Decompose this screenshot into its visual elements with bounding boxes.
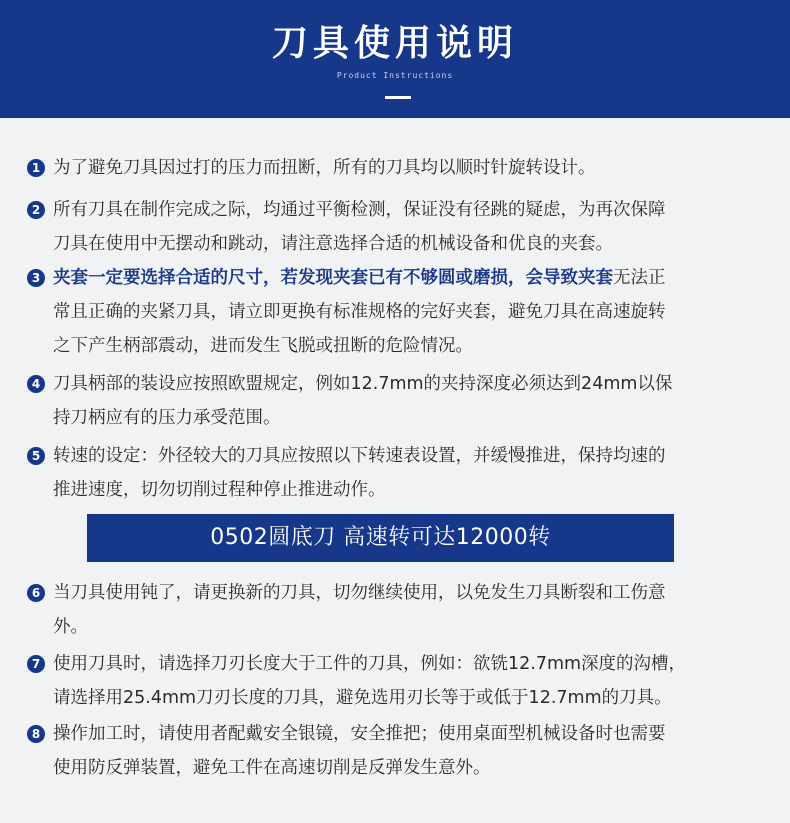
instruction-text: 推进速度，切勿切削过程种停止推进动作。: [53, 480, 386, 500]
number-badge: 6: [27, 584, 45, 602]
instruction-text: 使用刀具时，请选择刀刃长度大于工件的刀具，例如：欲铣12.7mm深度的沟槽，: [53, 654, 687, 674]
instruction-item-3: [27, 261, 767, 363]
number-badge: 1: [27, 159, 45, 177]
instruction-item-2: [27, 193, 767, 261]
instruction-text: 刀具柄部的装设应按照欧盟规定，例如12.7mm的夹持深度必须达到24mm以保: [53, 374, 673, 394]
instruction-text: 请选择用25.4mm刀刃长度的刀具，避免选用刃长等于或低于12.7mm的刀具。: [53, 688, 672, 708]
title-underline: [385, 96, 411, 99]
instruction-item-6: [27, 576, 767, 644]
instruction-text: 常且正确的夹紧刀具，请立即更换有标准规格的完好夹套，避免刀具在高速旋转: [53, 302, 666, 322]
instruction-item-1: [27, 151, 767, 185]
instruction-text: 当刀具使用钝了，请更换新的刀具，切勿继续使用，以免发生刀具断裂和工伤意: [53, 583, 666, 603]
page-title: 刀具使用说明: [271, 23, 518, 64]
number-badge: 8: [27, 725, 45, 743]
instruction-text: 持刀柄应有的压力承受范围。: [53, 408, 281, 428]
number-badge: 2: [27, 201, 45, 219]
number-badge: 7: [27, 655, 45, 673]
instruction-item-8: [27, 717, 767, 785]
instruction-text: 为了避免刀具因过打的压力而扭断，所有的刀具均以顺时针旋转设计。: [53, 158, 596, 178]
number-badge: 4: [27, 375, 45, 393]
instruction-item-5: [27, 439, 767, 507]
highlight-text: 夹套一定要选择合适的尺寸，若发现夹套已有不够圆或磨损，会导致夹套: [53, 268, 613, 288]
number-badge: 3: [27, 269, 45, 287]
instruction-text: 外。: [53, 617, 88, 637]
speed-banner: 0502圆底刀 高速转可达12000转: [87, 514, 674, 562]
number-badge: 5: [27, 447, 45, 465]
instruction-text: 之下产生柄部震动，进而发生飞脱或扭断的危险情况。: [53, 336, 473, 356]
instruction-text: 使用防反弹装置，避免工件在高速切削是反弹发生意外。: [53, 758, 491, 778]
instruction-text: 转速的设定：外径较大的刀具应按照以下转速表设置，并缓慢推进，保持均速的: [53, 446, 666, 466]
instruction-item-4: [27, 367, 767, 435]
instruction-text: 操作加工时，请使用者配戴安全银镜，安全推把；使用桌面型机械设备时也需要: [53, 724, 666, 744]
page-subtitle: Product Instructions: [336, 71, 454, 80]
instruction-item-7: [27, 647, 767, 715]
instruction-text: 刀具在使用中无摆动和跳动，请注意选择合适的机械设备和优良的夹套。: [53, 234, 613, 254]
header: [0, 0, 790, 118]
instruction-text: 所有刀具在制作完成之际，均通过平衡检测，保证没有径跳的疑虑，为再次保障: [53, 200, 666, 220]
instruction-text: 无法正: [613, 268, 666, 288]
